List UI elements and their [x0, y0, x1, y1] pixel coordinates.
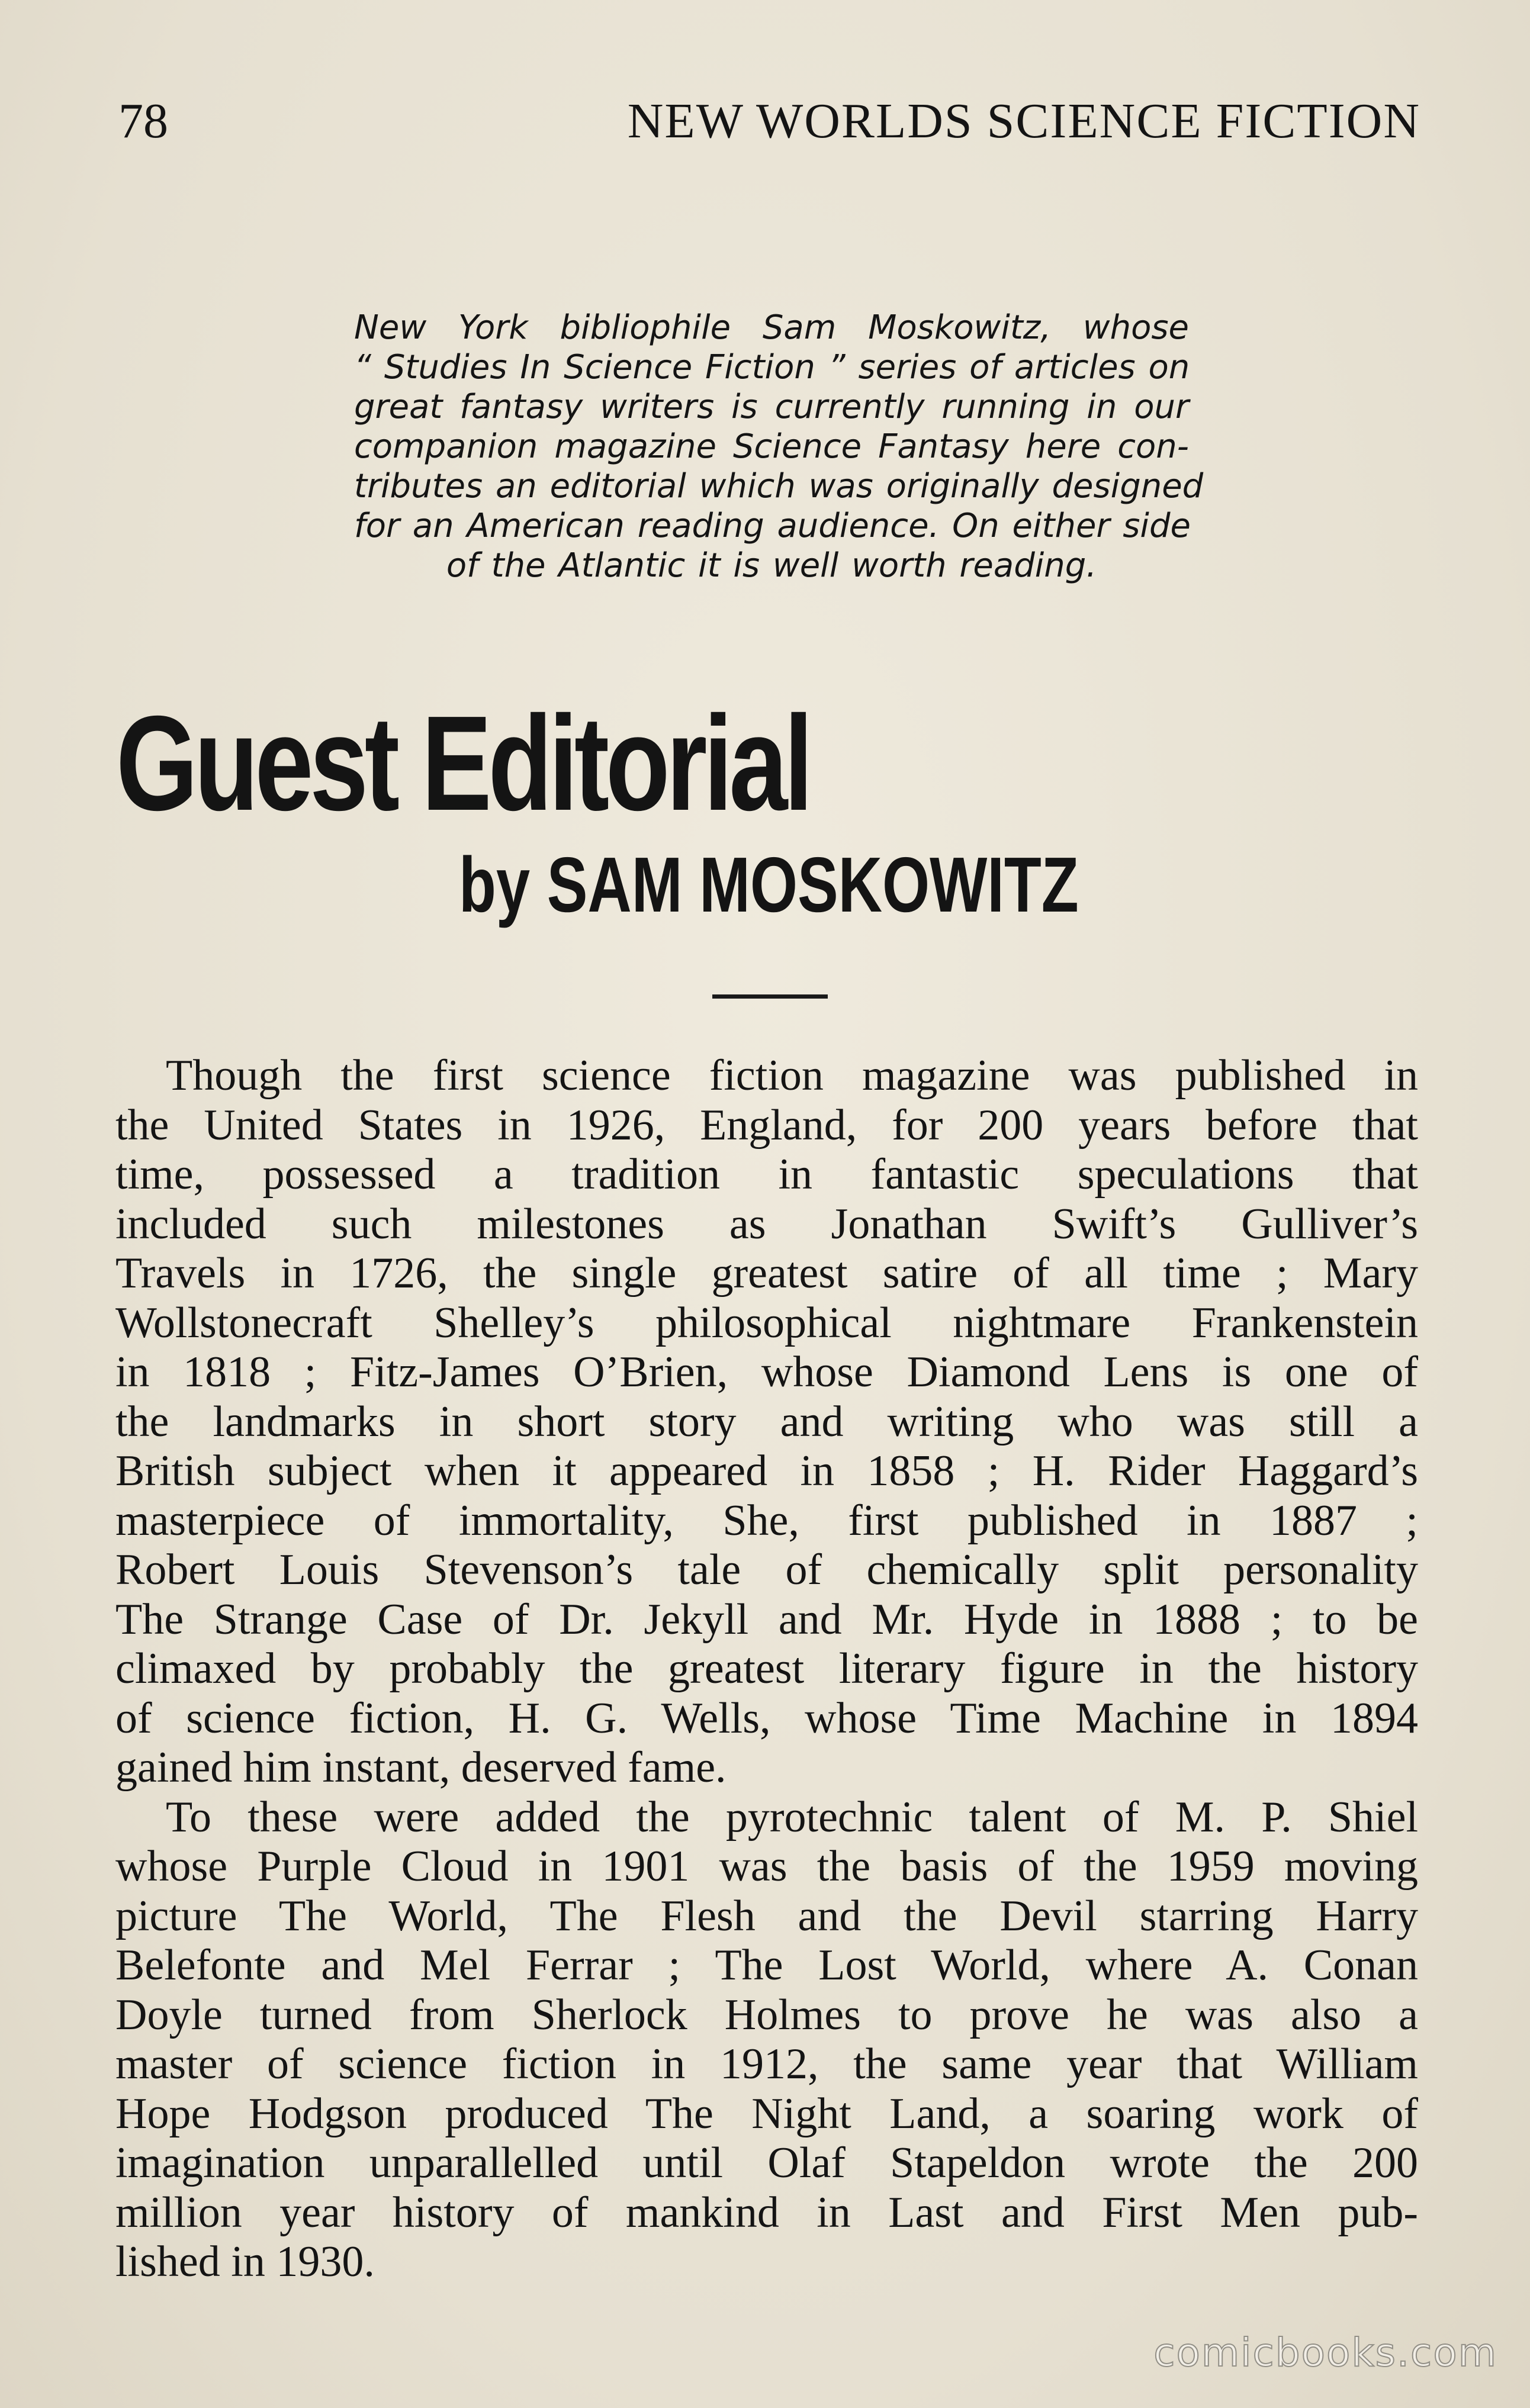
body-line: Though the first science fiction magazine was published in — [166, 1051, 1418, 1100]
body-line: Belefonte and Mel Ferrar ; The Lost World, where A. Conan — [115, 1941, 1418, 1990]
body-line: Doyle turned from Sherlock Holmes to prove he was also a — [115, 1990, 1418, 2039]
body-line: masterpiece of immortality, She, first published in 1887 ; — [115, 1496, 1418, 1545]
body-line: Hope Hodgson produced The Night Land, a soaring work of — [115, 2089, 1418, 2138]
body-line: the landmarks in short story and writing who was still a — [115, 1397, 1418, 1446]
intro-line: of the Atlantic it is well worth reading. — [446, 546, 1097, 585]
intro-line: “ Studies In Science Fiction ” series of articles on — [354, 348, 1190, 387]
body-line: To these were added the pyrotechnic talent of M. P. Shiel — [166, 1792, 1418, 1842]
body-line: British subject when it appeared in 1858 ; H. Rider Haggard’s — [115, 1447, 1418, 1495]
watermark: comicbooks.com — [1153, 2330, 1497, 2375]
body-line: gained him instant, deserved fame. — [115, 1743, 727, 1792]
body-line: included such milestones as Jonathan Swift’s Gulliver’s — [115, 1199, 1418, 1248]
body-line: Robert Louis Stevenson’s tale of chemically split personality — [115, 1546, 1418, 1594]
intro-line: for an American reading audience. On either side — [354, 507, 1191, 545]
body-line: The Strange Case of Dr. Jekyll and Mr. Hyde in 1888 ; to be — [115, 1595, 1418, 1644]
body-line: of science fiction, H. G. Wells, whose Time Machine in 1894 — [115, 1694, 1418, 1743]
intro-blurb — [354, 308, 1204, 585]
running-header — [118, 89, 1420, 154]
body-line: in 1818 ; Fitz-James O’Brien, whose Diamond Lens is one of — [115, 1348, 1418, 1396]
body-line: imagination unparallelled until Olaf Stapeldon wrote the 200 — [115, 2139, 1418, 2187]
intro-line: New York bibliophile Sam Moskowitz, whose — [354, 308, 1189, 347]
body-line: climaxed by probably the greatest literary figure in the history — [115, 1644, 1418, 1693]
running-title: NEW WORLDS SCIENCE FICTION — [627, 94, 1420, 149]
article-byline: by SAM MOSKOWITZ — [459, 841, 1079, 928]
intro-line: companion magazine Science Fantasy here con- — [354, 427, 1189, 466]
body-line: picture The World, The Flesh and the Devil starring Harry — [115, 1891, 1418, 1940]
body-line: master of science fiction in 1912, the same year that William — [115, 2040, 1418, 2088]
article-title: Guest Editorial — [116, 688, 810, 839]
intro-line: tributes an editorial which was originally designed — [354, 467, 1204, 506]
body-line: Wollstonecraft Shelley’s philosophical nightmare Frankenstein — [115, 1298, 1418, 1347]
body-line: time, possessed a tradition in fantastic speculations that — [115, 1150, 1418, 1199]
intro-line: great fantasy writers is currently running in our — [354, 388, 1189, 426]
body-line: Travels in 1726, the single greatest satire of all time ; Mary — [115, 1249, 1418, 1298]
article-body — [115, 1051, 1418, 2287]
divider-rule — [712, 994, 828, 999]
body-line: the United States in 1926, England, for 200 years before that — [115, 1100, 1418, 1150]
body-line: whose Purple Cloud in 1901 was the basis of the 1959 moving — [115, 1842, 1418, 1891]
page-number: 78 — [118, 94, 168, 149]
body-line: million year history of mankind in Last and First Men pub- — [115, 2188, 1418, 2237]
body-line: lished in 1930. — [115, 2238, 375, 2286]
